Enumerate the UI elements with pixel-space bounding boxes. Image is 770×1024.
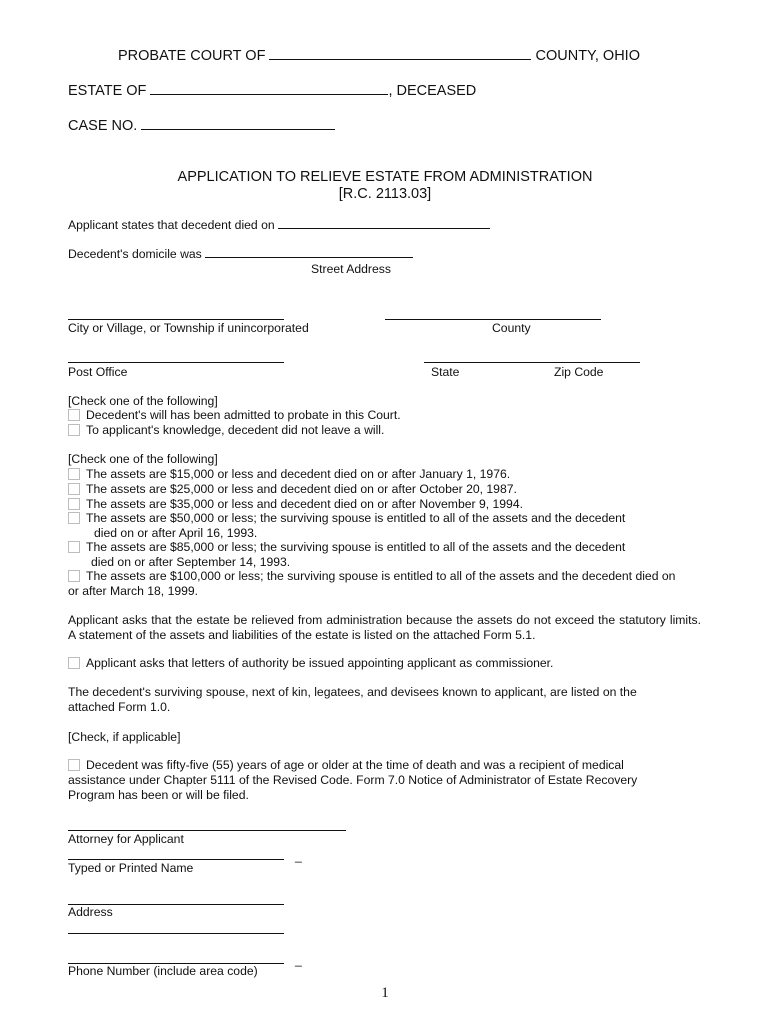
attorney-caption: Attorney for Applicant	[68, 832, 184, 846]
assets-85000-label-cont: died on or after September 14, 1993.	[91, 555, 291, 569]
will-instruction: [Check one of the following]	[68, 394, 218, 408]
assets-85000-checkbox[interactable]	[68, 541, 80, 553]
died-on-line	[68, 218, 490, 232]
street-address-blank[interactable]	[205, 247, 413, 258]
assets-25000-checkbox[interactable]	[68, 483, 80, 495]
phone-dash: _	[295, 953, 302, 967]
assets-35000-checkbox[interactable]	[68, 498, 80, 510]
died-on-label: Applicant states that decedent died on	[68, 218, 275, 232]
page-number: 1	[381, 985, 389, 1001]
case-line	[68, 117, 335, 134]
court-suffix: COUNTY, OHIO	[535, 48, 640, 64]
case-label: CASE NO.	[68, 118, 138, 134]
city-blank[interactable]	[68, 319, 284, 320]
assets-100000-label: The assets are $100,000 or less; the surviving spouse is entitled to all of the assets and the decedent died on	[86, 569, 676, 583]
assets-50000-label: The assets are $50,000 or less; the surviving spouse is entitled to all of the assets and the decedent	[86, 511, 626, 525]
attorney-signature-line[interactable]	[68, 830, 346, 831]
county-blank[interactable]	[269, 47, 531, 60]
kin-paragraph: The decedent's surviving spouse, next of kin, legatees, and devisees known to applicant, are listed on the attached Form 1.0.	[68, 685, 637, 714]
county-field-blank[interactable]	[385, 319, 601, 320]
commissioner-checkbox[interactable]	[68, 657, 80, 669]
estate-prefix: ESTATE OF	[68, 83, 147, 99]
applicable-instruction: [Check, if applicable]	[68, 730, 181, 744]
domicile-label: Decedent's domicile was	[68, 247, 202, 261]
typed-name-caption: Typed or Printed Name	[68, 861, 194, 875]
post-office-caption: Post Office	[68, 365, 128, 379]
no-will-label: To applicant's knowledge, decedent did not leave a will.	[86, 423, 385, 437]
street-address-caption: Street Address	[311, 262, 391, 276]
no-will-checkbox[interactable]	[68, 424, 80, 436]
form-statute: [R.C. 2113.03]	[338, 186, 432, 202]
assets-25000-label: The assets are $25,000 or less and decedent died on or after October 20, 1987.	[86, 482, 517, 496]
city-caption: City or Village, or Township if unincorporated	[68, 321, 309, 335]
assets-100000-checkbox[interactable]	[68, 570, 80, 582]
probate-court-line	[118, 47, 640, 64]
domicile-line	[68, 247, 413, 261]
typed-name-dash: _	[295, 849, 302, 863]
assets-35000-label: The assets are $35,000 or less and decedent died on or after November 9, 1994.	[86, 497, 523, 511]
will-admitted-checkbox[interactable]	[68, 409, 80, 421]
state-caption: State	[431, 365, 460, 379]
county-caption: County	[492, 321, 531, 335]
assets-15000-checkbox[interactable]	[68, 468, 80, 480]
will-admitted-label: Decedent's will has been admitted to probate in this Court.	[86, 408, 401, 422]
death-date-blank[interactable]	[278, 218, 490, 229]
typed-name-line[interactable]	[68, 859, 284, 860]
address-line-2[interactable]	[68, 933, 284, 934]
assets-50000-checkbox[interactable]	[68, 512, 80, 524]
state-zip-blank[interactable]	[424, 362, 640, 363]
address-caption: Address	[68, 905, 113, 919]
commissioner-label: Applicant asks that letters of authority be issued appointing applicant as commissioner.	[86, 656, 554, 670]
estate-line	[68, 82, 476, 99]
medical-assistance-label: Decedent was fifty-five (55) years of age or older at the time of death and was a recipient of medical assistance under Chapter 5111 of the Revised Code. Form 7.0 Notice of Administrator of Estate Recovery Program has been or will be filed.	[68, 758, 638, 802]
zip-caption: Zip Code	[554, 365, 604, 379]
phone-caption: Phone Number (include area code)	[68, 964, 258, 978]
assets-85000-label: The assets are $85,000 or less; the surviving spouse is entitled to all of the assets and the decedent	[86, 540, 626, 554]
post-office-blank[interactable]	[68, 362, 284, 363]
assets-instruction: [Check one of the following]	[68, 452, 218, 466]
estate-name-blank[interactable]	[150, 82, 388, 95]
court-prefix: PROBATE COURT OF	[118, 48, 266, 64]
form-title: APPLICATION TO RELIEVE ESTATE FROM ADMINISTRATION	[177, 169, 593, 185]
assets-50000-label-cont: died on or after April 16, 1993.	[94, 526, 258, 540]
case-number-blank[interactable]	[141, 117, 335, 130]
assets-15000-label: The assets are $15,000 or less and decedent died on or after January 1, 1976.	[86, 467, 511, 481]
assets-100000-label-cont: or after March 18, 1999.	[68, 584, 199, 598]
relief-paragraph: Applicant asks that the estate be relieved from administration because the assets do not exceed the statutory limits. A statement of the assets and liabilities of the estate is listed on the attached Form 5.1.	[68, 613, 701, 642]
estate-suffix: , DECEASED	[388, 83, 477, 99]
